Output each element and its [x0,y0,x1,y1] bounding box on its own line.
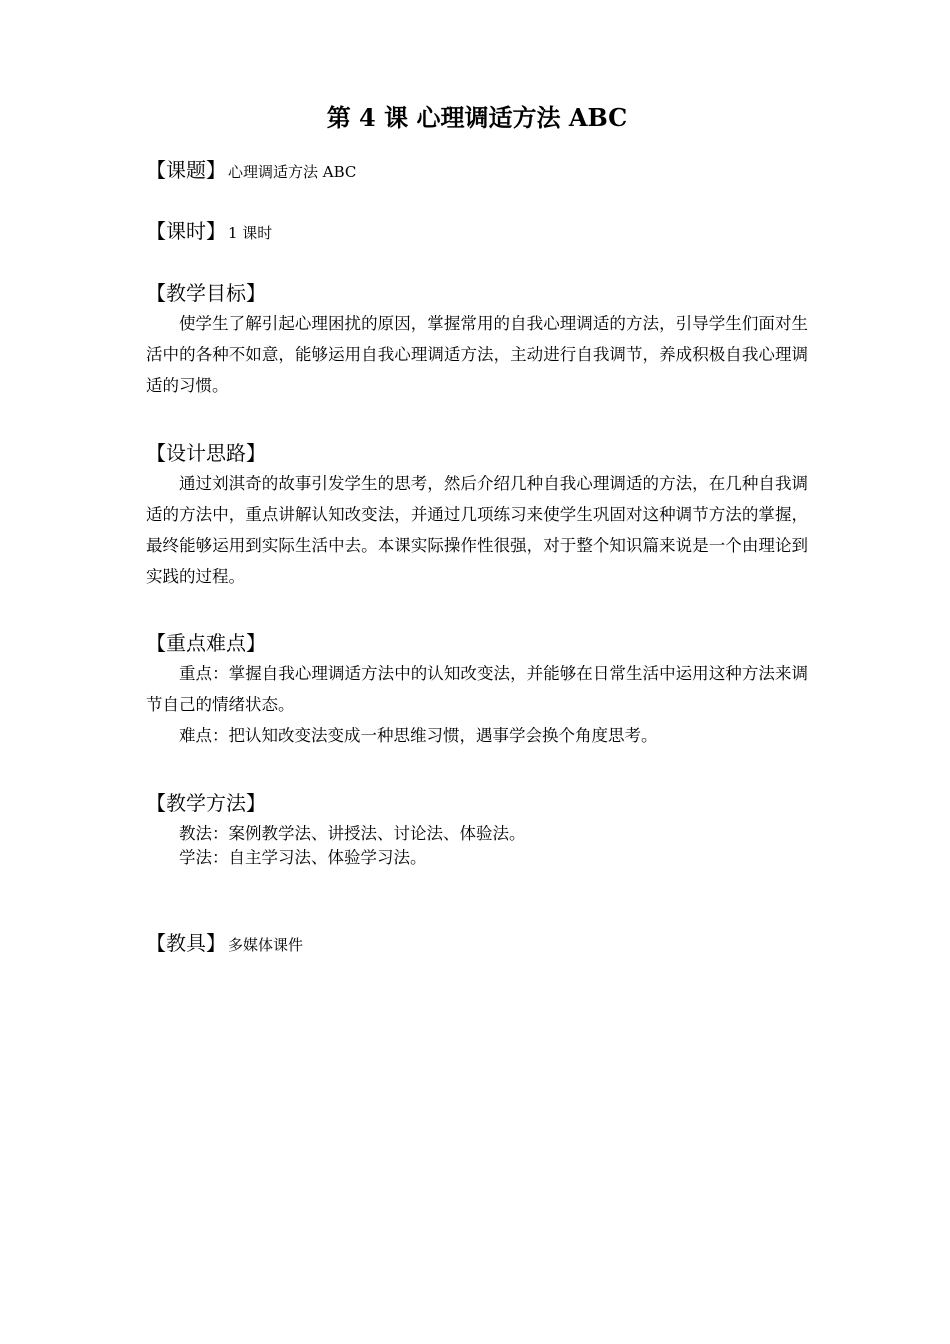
section-topic [146,155,356,187]
learning-method-text: 学法：自主学习法、体验学习法。 [179,848,427,867]
teaching-method-text: 教法：案例教学法、讲授法、讨论法、体验法。 [179,824,526,843]
tools-value: 多媒体课件 [228,936,304,954]
goals-heading: 【教学目标】 [146,281,266,305]
hours-heading: 【课时】 [146,219,226,243]
methods-heading: 【教学方法】 [146,791,266,815]
section-design [146,438,808,592]
topic-value: 心理调适方法 ABC [228,163,357,181]
tools-heading: 【教具】 [146,931,226,955]
topic-heading: 【课题】 [146,158,226,182]
section-key-points [146,628,808,751]
difficulty-text: 难点：把认知改变法变成一种思维习惯，遇事学会换个角度思考。 [179,726,658,745]
key-point-text: 重点：掌握自我心理调适方法中的认知改变法，并能够在日常生活中运用这种方法来调节自己的情绪状态。 [146,664,808,714]
hours-value: 1 课时 [228,224,273,242]
section-tools [146,928,303,960]
section-methods [146,788,808,870]
goals-text: 使学生了解引起心理困扰的原因，掌握常用的自我心理调适的方法，引导学生们面对生活中的各种不如意，能够运用自我心理调适方法，主动进行自我调节，养成积极自我心理调适的习惯。 [146,314,808,395]
section-goals [146,278,808,401]
design-text: 通过刘淇奇的故事引发学生的思考，然后介绍几种自我心理调适的方法，在几种自我调适的方法中，重点讲解认知改变法，并通过几项练习来使学生巩固对这种调节方法的掌握，最终能够运用到实际生活中去。本课实际操作性很强，对于整个知识篇来说是一个由理论到实践的过程。 [146,474,808,586]
key-points-heading: 【重点难点】 [146,631,266,655]
section-hours [146,216,272,248]
document-title: 第 4 课 心理调适方法 ABC [326,103,628,132]
design-heading: 【设计思路】 [146,441,266,465]
document-page [146,100,808,955]
